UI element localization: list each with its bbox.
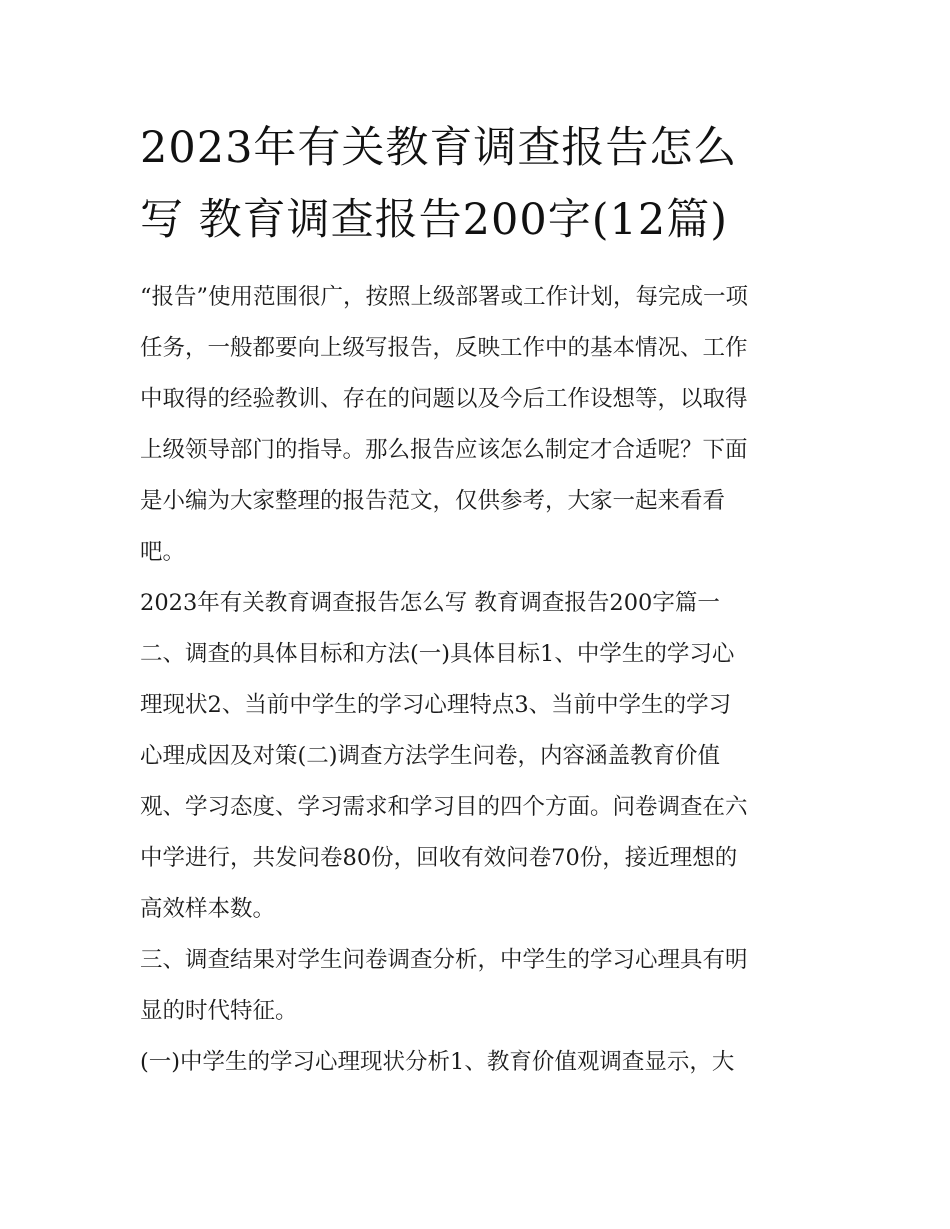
text-line: 观、学习态度、学习需求和学习目的四个方面。问卷调查在六	[140, 794, 748, 820]
text-line: 吧。	[140, 539, 186, 565]
title-line: 写 教育调查报告200字(12篇)	[140, 195, 729, 245]
body-paragraph	[140, 1037, 816, 1088]
text-line: 中学进行，共发问卷80份，回收有效问卷70份，接近理想的	[140, 845, 738, 871]
text-line: 高效样本数。	[140, 896, 276, 922]
document-title	[140, 112, 816, 256]
text-line: 心理成因及对策(二)调查方法学生问卷，内容涵盖教育价值	[140, 743, 721, 769]
text-line: 显的时代特征。	[140, 998, 298, 1024]
text-line: 理现状2、当前中学生的学习心理特点3、当前中学生的学习	[140, 692, 732, 718]
text-line: 中取得的经验教训、存在的问题以及今后工作设想等，以取得	[140, 386, 748, 412]
title-line: 2023年有关教育调查报告怎么	[140, 123, 738, 173]
text-line: “报告”使用范围很广，按照上级部署或工作计划，每完成一项	[140, 284, 749, 310]
text-line: 是小编为大家整理的报告范文，仅供参考，大家一起来看看	[140, 488, 726, 514]
text-line: 任务，一般都要向上级写报告，反映工作中的基本情况、工作	[140, 335, 748, 361]
text-line: (一)中学生的学习心理现状分析1、教育价值观调查显示，大	[140, 1049, 735, 1075]
body-paragraph	[140, 935, 816, 1037]
text-line: 上级领导部门的指导。那么报告应该怎么制定才合适呢？下面	[140, 437, 748, 463]
document-body	[140, 112, 816, 1088]
text-line: 2023年有关教育调查报告怎么写 教育调查报告200字篇一	[140, 590, 720, 616]
intro-paragraph	[140, 272, 816, 578]
body-paragraph	[140, 629, 816, 935]
text-line: 三、调查结果对学生问卷调查分析，中学生的学习心理具有明	[140, 947, 748, 973]
section-heading	[140, 578, 816, 629]
text-line: 二、调查的具体目标和方法(一)具体目标1、中学生的学习心	[140, 641, 735, 667]
